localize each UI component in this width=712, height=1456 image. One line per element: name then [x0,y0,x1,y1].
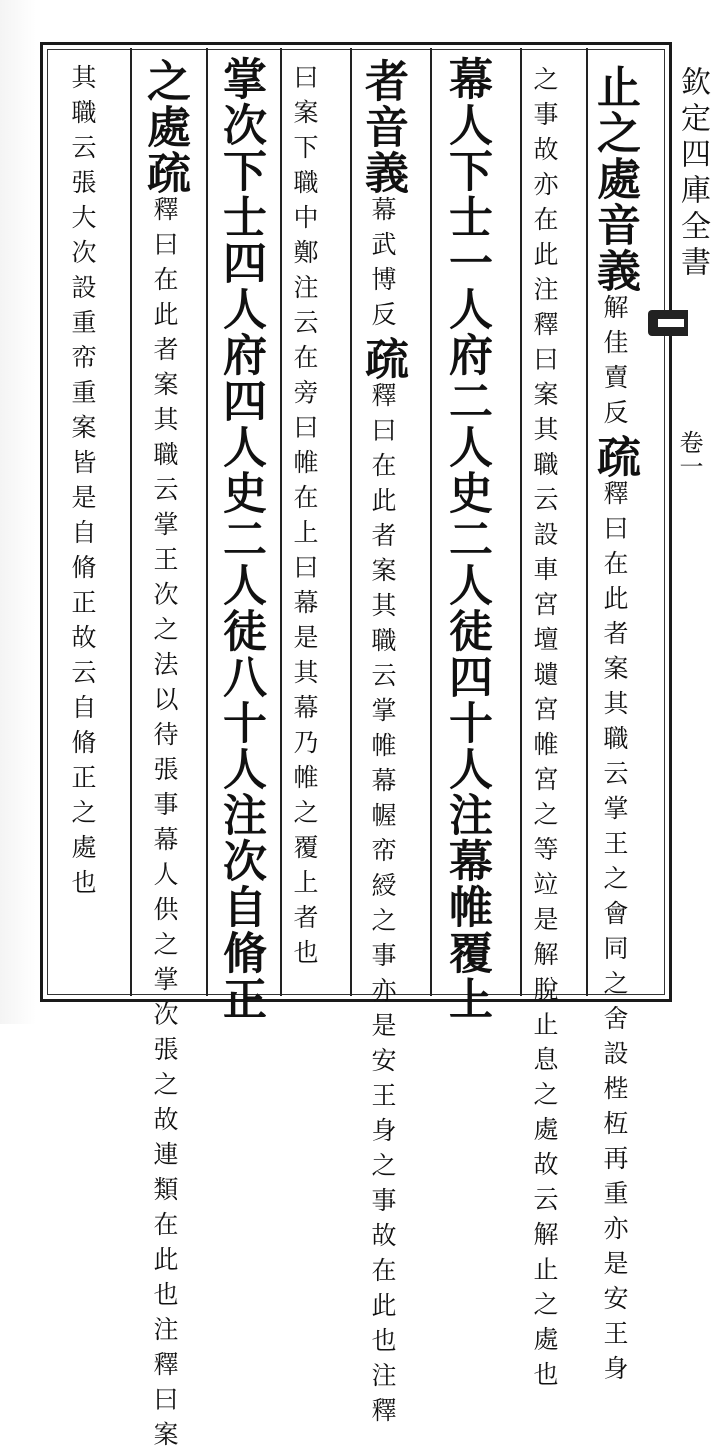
juan-number: 卷一 [675,430,703,478]
main-text: 掌次下士四人府四人史二人徒八十人注次自脩正 [215,56,266,1022]
text-column-5 [292,64,317,974]
main-text: 疏 [139,150,190,196]
main-text: 之處 [139,58,190,150]
column-divider [520,48,522,996]
book-title: 欽定四庫全書 [675,66,710,282]
main-text: 者音義 [357,58,408,196]
column-divider [430,48,432,996]
commentary-text: 釋曰在此者案其職云掌王次之法以待張事幕人供之掌次張之故連類在此也注釋曰案 [150,196,179,1456]
text-column-8 [70,64,95,904]
text-column-6 [215,56,266,1022]
commentary-text: 解佳賣反 [600,294,629,434]
commentary-text: 釋曰在此者案其職云掌王之會同之舍設梐枑再重亦是安王身 [600,480,629,1390]
commentary-text: 其職云張大次設重帟重案皆是自脩正故云自脩正之處也 [68,64,97,904]
text-column-1 [589,64,640,1390]
main-text: 止之處音義 [589,64,640,294]
text-column-3 [441,56,492,1022]
commentary-text: 幕武博反 [368,196,397,336]
main-text: 幕人下士一人府二人史二人徒四十人注幕帷覆上 [441,56,492,1022]
column-divider [280,48,282,996]
column-divider [350,48,352,996]
fish-tail-mark [648,310,688,336]
column-divider [586,48,588,996]
column-divider [130,48,132,996]
text-column-4 [357,58,408,1432]
commentary-text: 之事故亦在此注釋曰案其職云設車宮壇壝宮帷宮之等竝是解脫止息之處故云解止之處也 [530,66,559,1396]
main-text: 疏 [357,336,408,382]
column-divider [206,48,208,996]
commentary-text: 曰案下職中鄭注云在旁曰帷在上曰幕是其幕乃帷之覆上者也 [290,64,319,974]
text-column-7 [139,58,190,1456]
page-edge [0,0,36,1024]
text-column-2 [532,66,557,1396]
main-text: 疏 [589,434,640,480]
commentary-text: 釋曰在此者案其職云掌帷幕幄帟綬之事亦是安王身之事故在此也注釋 [368,382,397,1432]
